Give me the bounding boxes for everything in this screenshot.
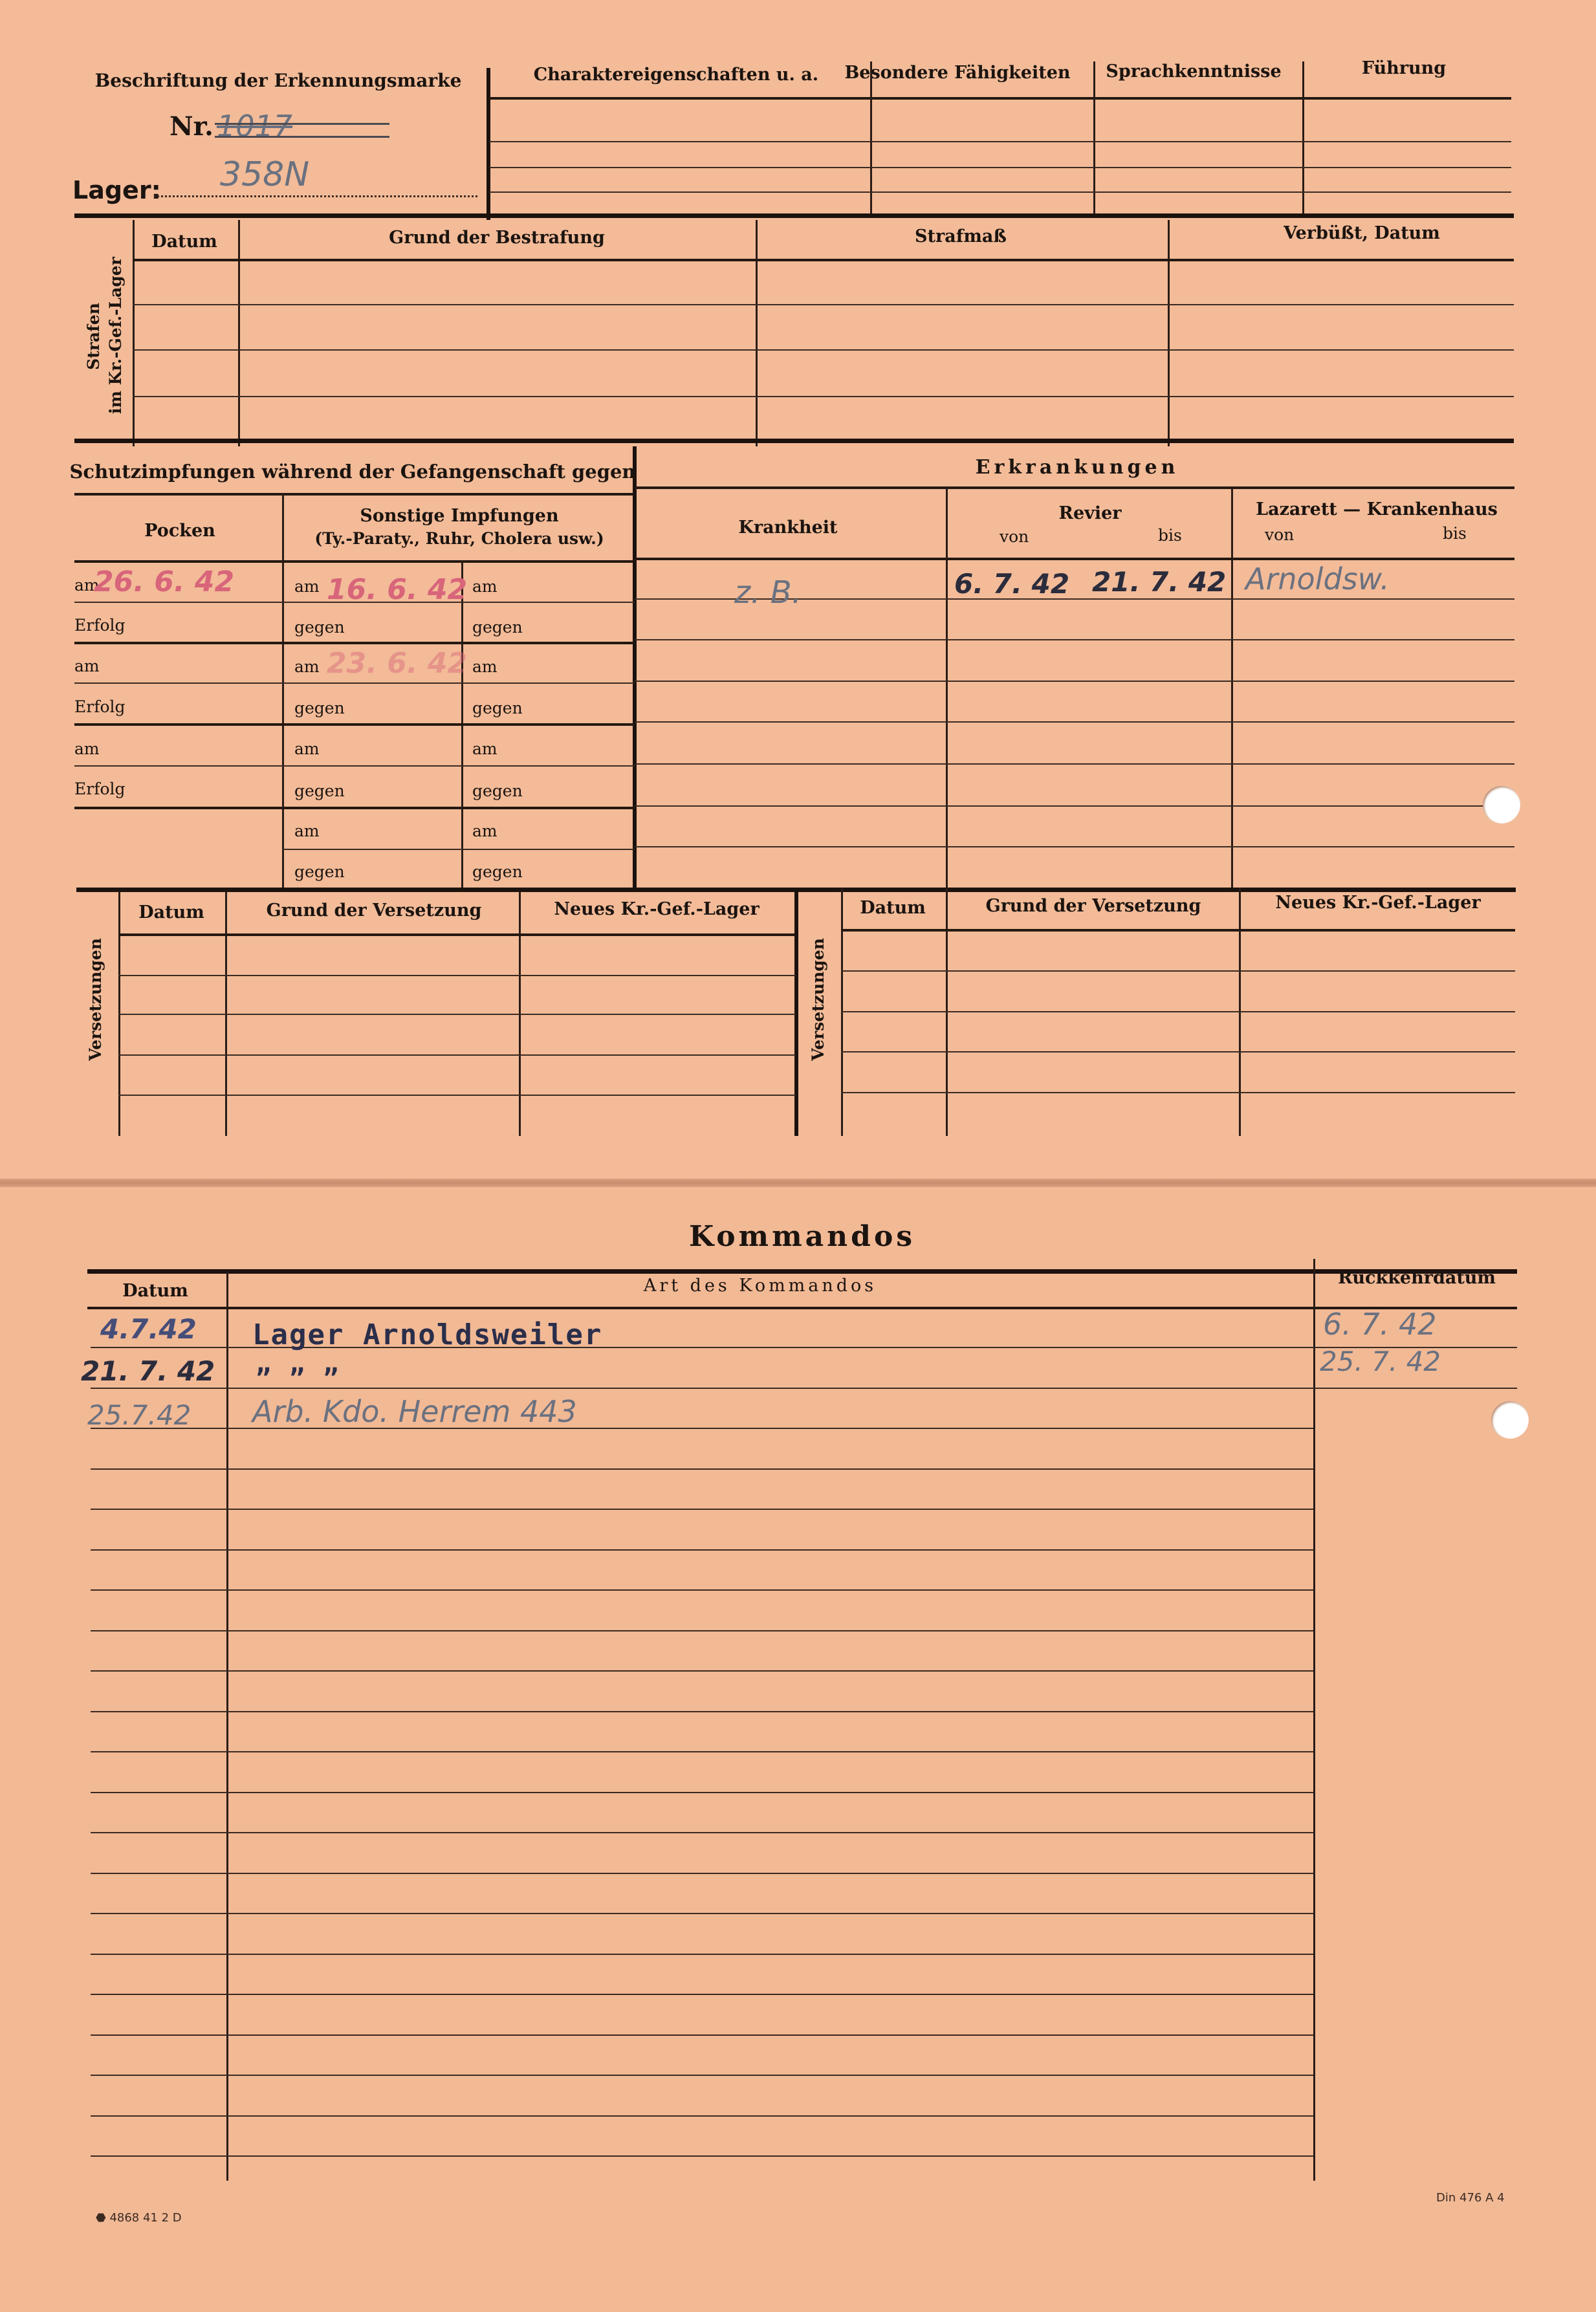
gegen-label: gegen — [294, 781, 345, 800]
kommando-row-line — [91, 2115, 1313, 2117]
erkr-row — [635, 721, 1514, 723]
vers-row — [841, 970, 1515, 972]
revier-von-value: 6. 7. 42 — [954, 568, 1070, 600]
revier-von: von — [1000, 527, 1029, 546]
punch-hole — [1483, 786, 1520, 823]
vers-header-rule — [118, 933, 796, 936]
form-number — [96, 2211, 182, 2225]
kommando-row-line — [91, 1954, 1313, 1955]
section-rule — [74, 439, 1514, 443]
pocken-date: 26. 6. 42 — [94, 565, 235, 598]
strafen-side-label-1: Strafen — [84, 303, 103, 370]
kommando-row-3-datum: 25.7.42 — [87, 1399, 191, 1431]
col-divider — [870, 61, 872, 217]
erfolg-label: Erfolg — [74, 616, 126, 635]
am-label: am — [472, 739, 497, 758]
vers-datum-header: Datum — [138, 902, 204, 922]
strafen-datum-header: Datum — [151, 232, 217, 252]
kommando-row-2-rueckkehr: 25. 7. 42 — [1320, 1346, 1441, 1377]
vers-datum-header-right: Datum — [860, 898, 926, 918]
impf-erkr-divider — [633, 446, 637, 889]
kommando-row-3-art: Arb. Kdo. Herrem 443 — [252, 1394, 577, 1429]
vers-row — [118, 975, 796, 976]
vers-grund-header-right: Grund der Versetzung — [985, 896, 1201, 916]
lazarett-header: Lazarett — Krankenhaus — [1256, 499, 1498, 519]
kommando-row-2-datum: 21. 7. 42 — [81, 1355, 215, 1387]
lazarett-bis: bis — [1443, 524, 1467, 543]
strafen-grund-header: Grund der Bestrafung — [389, 228, 605, 248]
erkr-row — [635, 846, 1514, 847]
nr-label: Nr. — [169, 111, 213, 142]
form-number-text: 4868 41 2 D — [109, 2211, 182, 2225]
strafen-verbuesst-header: Verbüßt, Datum — [1284, 223, 1440, 243]
krankheit-value: z. B. — [734, 574, 802, 611]
strafen-row — [133, 304, 1514, 305]
kommando-row-1-art: Lager Arnoldsweiler — [252, 1318, 603, 1351]
kommando-row-line — [91, 1589, 1313, 1591]
revier-bis: bis — [1158, 526, 1182, 545]
am-label: am — [294, 577, 320, 596]
am-label: am — [294, 822, 320, 840]
strafen-header-rule — [133, 259, 1514, 261]
strafen-row — [133, 349, 1514, 351]
impf-row — [74, 765, 635, 767]
nr-value: 358N — [220, 155, 310, 194]
strafen-side-label — [83, 259, 127, 414]
header-faehigkeiten: Besondere Fähigkeiten — [844, 63, 1071, 83]
erkr-divider — [946, 486, 948, 888]
kommando-row-line — [91, 2075, 1313, 2076]
nr-strike-line-2 — [215, 136, 389, 138]
kommando-row-line — [91, 1792, 1313, 1793]
impfungen-header: Schutzimpfungen während der Gefangenschaft gegen — [69, 461, 636, 483]
gegen-label: gegen — [472, 781, 523, 800]
kommando-row-line — [91, 1913, 1313, 1914]
gegen-label: gegen — [472, 862, 523, 881]
gegen-label: gegen — [294, 618, 345, 637]
kommando-row-line — [91, 1509, 1313, 1510]
erkr-row — [635, 805, 1514, 807]
kommando-row-line — [91, 1549, 1313, 1551]
vers-center-divider — [794, 888, 798, 1136]
header-sprach: Sprachkenntnisse — [1106, 61, 1282, 82]
kommando-row-line — [91, 1873, 1313, 1874]
gegen-label: gegen — [294, 862, 345, 881]
erfolg-label: Erfolg — [74, 697, 126, 716]
kommandos-divider — [226, 1272, 228, 2181]
am-label: am — [74, 576, 100, 594]
lager-label: Lager: — [72, 176, 161, 204]
impf-row — [74, 807, 635, 809]
header-rule — [489, 97, 1511, 100]
strafen-divider — [1168, 220, 1170, 446]
vers-row — [841, 1011, 1515, 1012]
kommando-row-line — [91, 1751, 1313, 1752]
vers-row — [118, 1095, 796, 1096]
erkennungsmarke-label: Beschriftung der Erkennungsmarke — [94, 70, 462, 91]
sonstige-subheader: (Ty.-Paraty., Ruhr, Cholera usw.) — [314, 529, 604, 548]
erkr-subheader-rule — [635, 558, 1514, 560]
kommando-row-line — [91, 2155, 1313, 2157]
vers-row — [841, 1051, 1515, 1052]
erkrankungen-header: Erkrankungen — [975, 456, 1179, 479]
kommando-row-line — [91, 1670, 1313, 1672]
nr-struck-value: 1017 — [217, 109, 293, 144]
vers-header-rule — [841, 929, 1515, 932]
erkr-divider — [1231, 486, 1233, 888]
krankheit-header: Krankheit — [738, 518, 838, 538]
nr-strike-line — [215, 123, 389, 125]
strafen-side-label-2: im Kr.-Gef.-Lager — [106, 257, 125, 414]
row-rule — [489, 191, 1511, 193]
strafen-row — [133, 396, 1514, 397]
punch-hole — [1491, 1401, 1529, 1439]
erkr-row — [635, 639, 1514, 640]
kommandos-header-rule — [87, 1307, 1517, 1309]
kommandos-rueckkehr-header: Rückkehrdatum — [1337, 1268, 1496, 1288]
kommando-row-line — [91, 1711, 1313, 1712]
form-number-mark-icon: ⬣ — [96, 2211, 110, 2225]
kommandos-divider — [1313, 1259, 1315, 2181]
vers-row — [118, 1054, 796, 1056]
strafen-divider — [133, 220, 135, 446]
kommando-row-line — [91, 1630, 1313, 1631]
revier-header: Revier — [1058, 503, 1122, 523]
erkr-row — [635, 681, 1514, 682]
vers-row — [118, 1014, 796, 1015]
header-charakter: Charaktereigenschaften u. a. — [533, 65, 819, 85]
vers-neues-header-right: Neues Kr.-Gef.-Lager — [1275, 893, 1481, 913]
top-block-divider — [486, 68, 490, 220]
am-label: am — [74, 739, 100, 758]
gegen-label: gegen — [294, 699, 345, 717]
impf-row — [74, 723, 635, 726]
kommando-row-line — [91, 2034, 1313, 2036]
impf-subheader-rule — [74, 560, 635, 563]
sonstige-date-2: 23. 6. 42 — [327, 647, 468, 680]
kommandos-top-rule — [87, 1269, 1517, 1274]
vers-grund-header: Grund der Versetzung — [266, 900, 482, 921]
kommandos-title: Kommandos — [688, 1220, 916, 1253]
lazarett-von: von — [1265, 525, 1295, 544]
kommando-row-line — [91, 1832, 1313, 1833]
lager-dotted-line — [154, 195, 477, 197]
gegen-label: gegen — [472, 618, 523, 637]
vers-row — [841, 1092, 1515, 1093]
am-label: am — [294, 739, 320, 758]
row-rule — [489, 141, 1511, 142]
din-label: Din 476 A 4 — [1436, 2191, 1505, 2205]
kommando-row-1-datum: 4.7.42 — [100, 1313, 197, 1345]
am-label: am — [294, 657, 320, 676]
vers-neues-header: Neues Kr.-Gef.-Lager — [554, 899, 760, 919]
header-fuehrung: Führung — [1361, 58, 1447, 78]
impf-row — [74, 682, 635, 684]
section-rule — [74, 213, 1514, 218]
kommando-row-1-rueckkehr: 6. 7. 42 — [1323, 1307, 1437, 1342]
kommando-row-line — [91, 1994, 1313, 1995]
pocken-header: Pocken — [144, 521, 215, 541]
kommandos-datum-header: Datum — [122, 1281, 188, 1301]
erfolg-label: Erfolg — [74, 780, 126, 798]
erkr-row — [635, 763, 1514, 765]
strafen-divider — [756, 220, 758, 446]
am-label: am — [472, 577, 497, 596]
erkr-header-rule — [635, 486, 1514, 489]
strafen-strafmass-header: Strafmaß — [915, 226, 1007, 246]
impf-row — [74, 642, 635, 644]
row-rule — [489, 167, 1511, 168]
gegen-label: gegen — [472, 699, 523, 717]
versetzungen-side-label-left: Versetzungen — [86, 938, 105, 1061]
am-label: am — [74, 657, 100, 675]
sonstige-header: Sonstige Impfungen — [360, 506, 559, 526]
strafen-divider — [238, 220, 240, 446]
kommando-row-2-art: „ „ „ — [256, 1349, 340, 1379]
versetzungen-side-label-right: Versetzungen — [809, 938, 827, 1061]
impf-divider — [282, 493, 284, 889]
impf-header-rule — [74, 493, 635, 496]
am-label: am — [472, 822, 497, 840]
kommandos-art-header: Art des Kommandos — [643, 1276, 877, 1296]
kommando-row-line — [91, 1468, 1313, 1470]
lazarett-value: Arnoldsw. — [1245, 562, 1390, 596]
sonstige-date-1: 16. 6. 42 — [327, 573, 468, 606]
col-divider — [1093, 61, 1095, 217]
revier-bis-value: 21. 7. 42 — [1092, 566, 1227, 598]
kommando-row-line — [91, 1388, 1517, 1389]
col-divider — [1302, 61, 1304, 217]
impf-row — [282, 849, 635, 850]
am-label: am — [472, 657, 497, 676]
